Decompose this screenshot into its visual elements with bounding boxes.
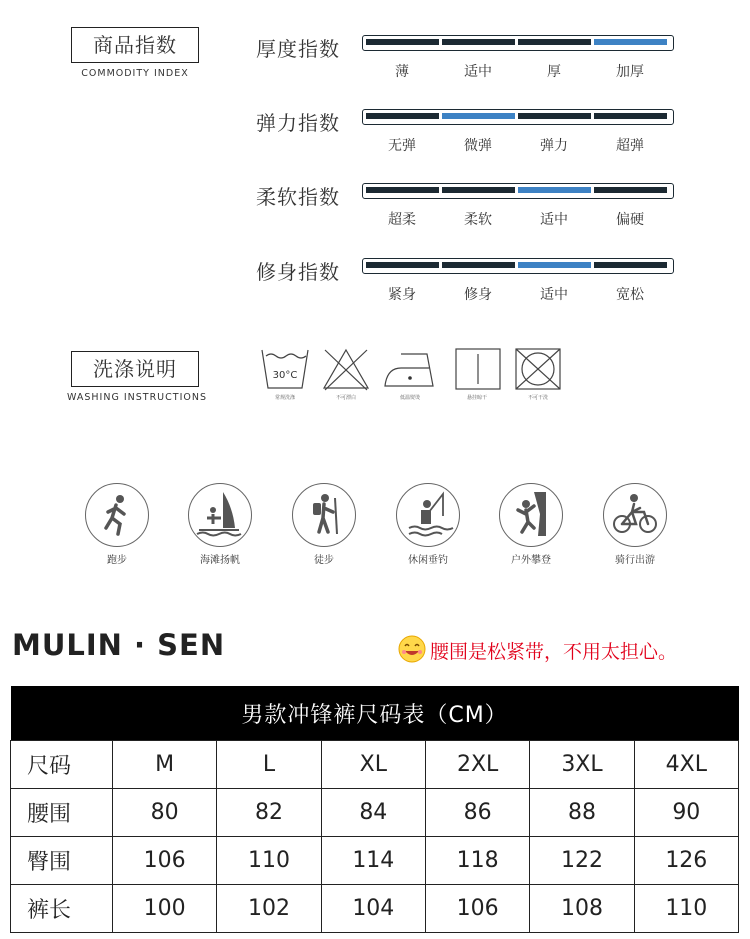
index-bar: [362, 35, 674, 51]
activity-caption-3: 徒步: [314, 555, 334, 566]
index-segment: [442, 39, 515, 45]
sailing-icon: [188, 483, 252, 547]
table-cell: 100: [113, 885, 217, 933]
table-cell: 4XL: [634, 741, 738, 789]
index-tick-label: 超弹: [616, 138, 644, 154]
table-cell: L: [217, 741, 321, 789]
size-table-title: 男款冲锋裤尺码表（CM）: [11, 686, 739, 741]
wash-caption-1: 常规洗涤: [274, 395, 295, 401]
index-bar: [362, 183, 674, 199]
index-tick-label: 宽松: [616, 287, 644, 303]
wash-caption-3: 低温熨烫: [399, 395, 420, 401]
activity-caption-1: 跑步: [107, 555, 127, 566]
table-cell: 88: [530, 789, 634, 837]
index-tick-label: 无弹: [388, 138, 416, 154]
table-cell: 110: [217, 837, 321, 885]
commodity-index-title: 商品指数: [71, 27, 199, 63]
index-tick-label: 微弹: [464, 138, 492, 154]
table-cell: 108: [530, 885, 634, 933]
size-table: [10, 686, 739, 933]
activity-caption-2: 海滩扬帆: [200, 555, 240, 566]
index-label: 厚度指数: [256, 37, 340, 61]
index-tick-label: 厚: [547, 64, 561, 80]
index-bar: [362, 258, 674, 274]
index-tick-label: 超柔: [388, 212, 416, 228]
activity-caption-5: 户外攀登: [511, 555, 551, 566]
wash-temp: 30°C: [272, 370, 298, 381]
no-bleach-icon: [321, 346, 371, 400]
no-tumble-dry-icon: [514, 346, 564, 400]
table-cell: 110: [634, 885, 738, 933]
table-row: [11, 789, 739, 837]
hang-dry-icon: [454, 346, 504, 400]
table-cell: XL: [321, 741, 425, 789]
table-cell: 2XL: [425, 741, 529, 789]
table-cell: 126: [634, 837, 738, 885]
brand-logo: MULIN · SEN: [12, 628, 226, 662]
table-row: [11, 885, 739, 933]
wash-30-icon: [260, 346, 310, 400]
table-cell: 84: [321, 789, 425, 837]
index-segment: [518, 113, 591, 119]
commodity-index-subtitle: COMMODITY INDEX: [81, 68, 189, 79]
index-label: 弹力指数: [256, 111, 340, 135]
index-segment: [442, 187, 515, 193]
index-tick-label: 加厚: [616, 64, 644, 80]
waistband-note: 腰围是松紧带，不用太担心。: [430, 641, 678, 663]
hiking-icon: [292, 483, 356, 547]
table-cell: 86: [425, 789, 529, 837]
table-row: [11, 741, 739, 789]
index-segment-active: [518, 262, 591, 268]
index-segment: [518, 39, 591, 45]
table-cell: 102: [217, 885, 321, 933]
table-cell: 114: [321, 837, 425, 885]
index-tick-label: 薄: [395, 64, 409, 80]
fishing-icon: [396, 483, 460, 547]
index-bar: [362, 109, 674, 125]
table-cell: M: [113, 741, 217, 789]
wash-caption-5: 不可干洗: [527, 395, 548, 401]
index-segment-active: [518, 187, 591, 193]
table-cell: 臀围: [11, 837, 113, 885]
wash-caption-4: 悬挂晾干: [466, 395, 487, 401]
index-segment-active: [442, 113, 515, 119]
index-tick-label: 适中: [540, 212, 568, 228]
table-cell: 122: [530, 837, 634, 885]
low-iron-icon: [383, 346, 433, 400]
table-cell: 104: [321, 885, 425, 933]
index-segment: [366, 262, 439, 268]
table-row: [11, 837, 739, 885]
table-cell: 82: [217, 789, 321, 837]
index-tick-label: 偏硬: [616, 212, 644, 228]
cycling-icon: [603, 483, 667, 547]
index-segment: [594, 187, 667, 193]
activity-caption-4: 休闲垂钓: [408, 555, 448, 566]
index-tick-label: 弹力: [540, 138, 568, 154]
index-segment: [366, 113, 439, 119]
index-segment: [594, 113, 667, 119]
index-segment-active: [594, 39, 667, 45]
running-icon: [85, 483, 149, 547]
index-tick-label: 适中: [464, 64, 492, 80]
table-cell: 腰围: [11, 789, 113, 837]
table-cell: 90: [634, 789, 738, 837]
table-cell: 106: [425, 885, 529, 933]
index-tick-label: 柔软: [464, 212, 492, 228]
table-cell: 尺码: [11, 741, 113, 789]
activity-caption-6: 骑行出游: [615, 555, 655, 566]
index-segment: [366, 187, 439, 193]
wash-caption-2: 不可漂白: [335, 395, 356, 401]
index-tick-label: 适中: [540, 287, 568, 303]
washing-title: 洗涤说明: [71, 351, 199, 387]
table-cell: 80: [113, 789, 217, 837]
index-segment: [594, 262, 667, 268]
index-label: 修身指数: [256, 260, 340, 284]
table-cell: 裤长: [11, 885, 113, 933]
table-cell: 118: [425, 837, 529, 885]
index-segment: [366, 39, 439, 45]
index-tick-label: 紧身: [388, 287, 416, 303]
washing-subtitle: WASHING INSTRUCTIONS: [67, 392, 207, 403]
table-cell: 106: [113, 837, 217, 885]
climbing-icon: [499, 483, 563, 547]
index-tick-label: 修身: [464, 287, 492, 303]
index-label: 柔软指数: [256, 185, 340, 209]
index-segment: [442, 262, 515, 268]
table-cell: 3XL: [530, 741, 634, 789]
smile-emoji-icon: [397, 634, 427, 664]
